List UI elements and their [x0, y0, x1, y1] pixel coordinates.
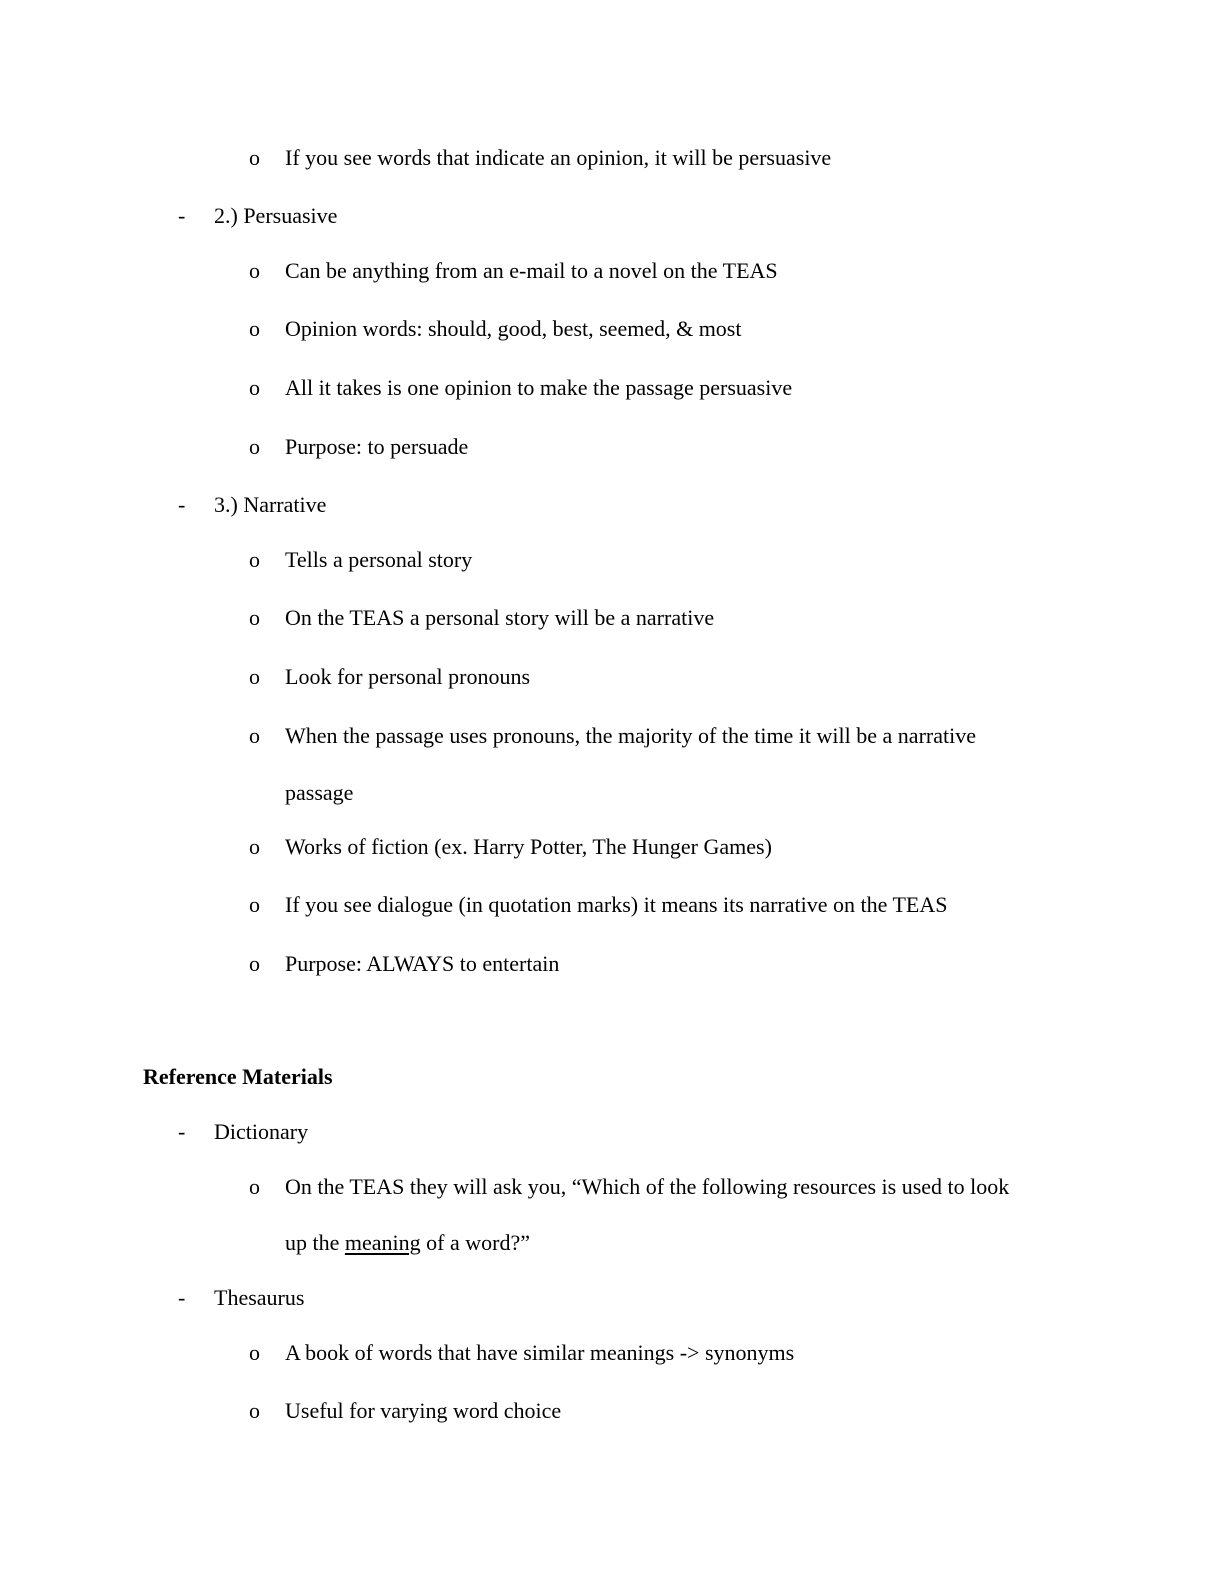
bullet-marker: o: [249, 892, 260, 917]
section-label: Thesaurus: [214, 1285, 305, 1310]
list-item-text: [285, 1232, 530, 1254]
bullet-marker: o: [249, 664, 260, 689]
bullet-marker: o: [249, 723, 260, 748]
bullet-marker: o: [249, 1174, 260, 1199]
bullet-marker: o: [249, 316, 260, 341]
section-label: Dictionary: [214, 1119, 309, 1144]
bullet-marker: o: [249, 1340, 260, 1365]
dash-marker: -: [178, 203, 186, 228]
text-run: of a word?”: [420, 1230, 530, 1255]
bullet-marker: o: [249, 605, 260, 630]
list-item-text: On the TEAS they will ask you, “Which of the following resources is used to look: [285, 1174, 1010, 1199]
list-item-text: Look for personal pronouns: [285, 664, 531, 689]
bullet-marker: o: [249, 547, 260, 572]
underlined-word: meaning: [344, 1230, 421, 1255]
bullet-marker: o: [249, 145, 260, 170]
list-item-text: passage: [285, 780, 354, 805]
list-item-text: If you see dialogue (in quotation marks) it means its narrative on the TEAS: [285, 892, 948, 917]
list-item-text: When the passage uses pronouns, the majority of the time it will be a narrative: [285, 723, 976, 748]
list-item-text: A book of words that have similar meanings -> synonyms: [285, 1340, 795, 1365]
section-label: 3.) Narrative: [214, 492, 327, 517]
list-item-text: On the TEAS a personal story will be a narrative: [285, 605, 715, 630]
list-item-text: Purpose: ALWAYS to entertain: [285, 951, 560, 976]
bullet-marker: o: [249, 951, 260, 976]
text-run: up the: [285, 1230, 345, 1255]
bullet-marker: o: [249, 434, 260, 459]
bullet-marker: o: [249, 1398, 260, 1423]
list-item-text: Works of fiction (ex. Harry Potter, The Hunger Games): [285, 834, 772, 859]
list-item-text: Tells a personal story: [285, 547, 473, 572]
list-item-text: Can be anything from an e-mail to a novel on the TEAS: [285, 258, 778, 283]
section-label: 2.) Persuasive: [214, 203, 338, 228]
bullet-marker: o: [249, 834, 260, 859]
dash-marker: -: [178, 1119, 186, 1144]
list-item-text: If you see words that indicate an opinion, it will be persuasive: [285, 145, 832, 170]
list-item-text: All it takes is one opinion to make the passage persuasive: [285, 375, 793, 400]
list-item-text: Purpose: to persuade: [285, 434, 469, 459]
bullet-marker: o: [249, 258, 260, 283]
list-item-text: Opinion words: should, good, best, seemed, & most: [285, 316, 742, 341]
list-item-text: Useful for varying word choice: [285, 1398, 562, 1423]
dash-marker: -: [178, 1285, 186, 1310]
bullet-marker: o: [249, 375, 260, 400]
heading-text: Reference Materials: [143, 1064, 333, 1089]
dash-marker: -: [178, 492, 186, 517]
